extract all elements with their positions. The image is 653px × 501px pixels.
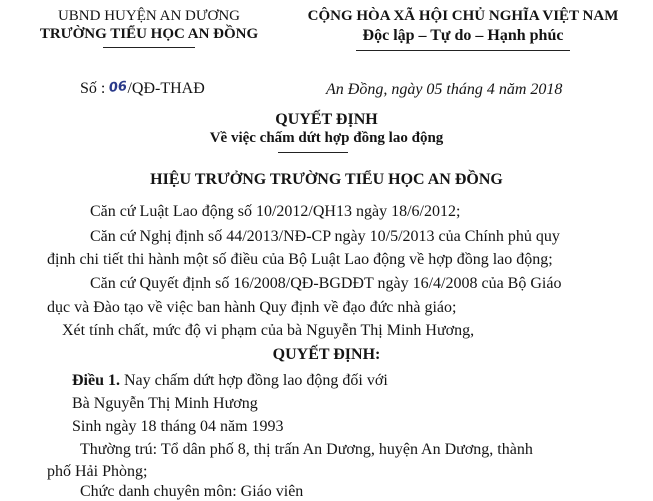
subtitle-underline: [278, 152, 348, 153]
article-1-label: Điều 1.: [72, 372, 120, 389]
decision-heading: QUYẾT ĐỊNH:: [272, 346, 381, 363]
employee-residence-cont: phố Hải Phòng;: [47, 463, 148, 480]
article-1: [72, 372, 388, 390]
employee-position: Chức danh chuyên môn: Giáo viên: [80, 483, 304, 500]
employee-name: Bà Nguyễn Thị Minh Hương: [72, 395, 258, 412]
authority-heading: HIỆU TRƯỞNG TRƯỜNG TIỂU HỌC AN ĐỒNG: [150, 171, 503, 188]
place-date: An Đồng, ngày 05 tháng 4 năm 2018: [326, 81, 563, 98]
ground-4: Xét tính chất, mức độ vi phạm của bà Nguyễn Thị Minh Hương,: [62, 322, 475, 339]
ground-2: Căn cứ Nghị định số 44/2013/NĐ-CP ngày 10/5/2013 của Chính phủ quy: [90, 228, 560, 245]
document-number: [80, 80, 205, 98]
school-name-underline: [103, 47, 195, 48]
document-subtitle: Về việc chấm dứt hợp đồng lao động: [209, 130, 444, 146]
issuing-authority: UBND HUYỆN AN DƯƠNG: [57, 8, 241, 24]
number-prefix: Số :: [80, 80, 106, 97]
ground-1: Căn cứ Luật Lao động số 10/2012/QH13 ngày 18/6/2012;: [90, 203, 461, 220]
national-motto-underline: [356, 50, 570, 51]
national-title: CỘNG HÒA XÃ HỘI CHỦ NGHĨA VIỆT NAM: [307, 8, 619, 24]
employee-residence: Thường trú: Tổ dân phố 8, thị trấn An Dương, huyện An Dương, thành: [80, 441, 533, 458]
article-1-text: Nay chấm dứt hợp đồng lao động đối với: [124, 372, 388, 389]
national-motto: Độc lập – Tự do – Hạnh phúc: [362, 27, 564, 44]
ground-2-cont: định chi tiết thi hành một số điều của Bộ Luật Lao động về hợp đồng lao động;: [47, 251, 553, 268]
school-name: TRƯỜNG TIỂU HỌC AN ĐỒNG: [39, 26, 259, 42]
ground-3-cont: dục và Đào tạo về việc ban hành Quy định về đạo đức nhà giáo;: [47, 299, 457, 316]
employee-birthdate: Sinh ngày 18 tháng 04 năm 1993: [72, 418, 284, 435]
ground-3: Căn cứ Quyết định số 16/2008/QĐ-BGDĐT ngày 16/4/2008 của Bộ Giáo: [90, 275, 562, 292]
number-suffix: /QĐ-THAĐ: [127, 80, 205, 97]
document-title: QUYẾT ĐỊNH: [275, 111, 378, 128]
handwritten-number: 06: [108, 79, 129, 96]
